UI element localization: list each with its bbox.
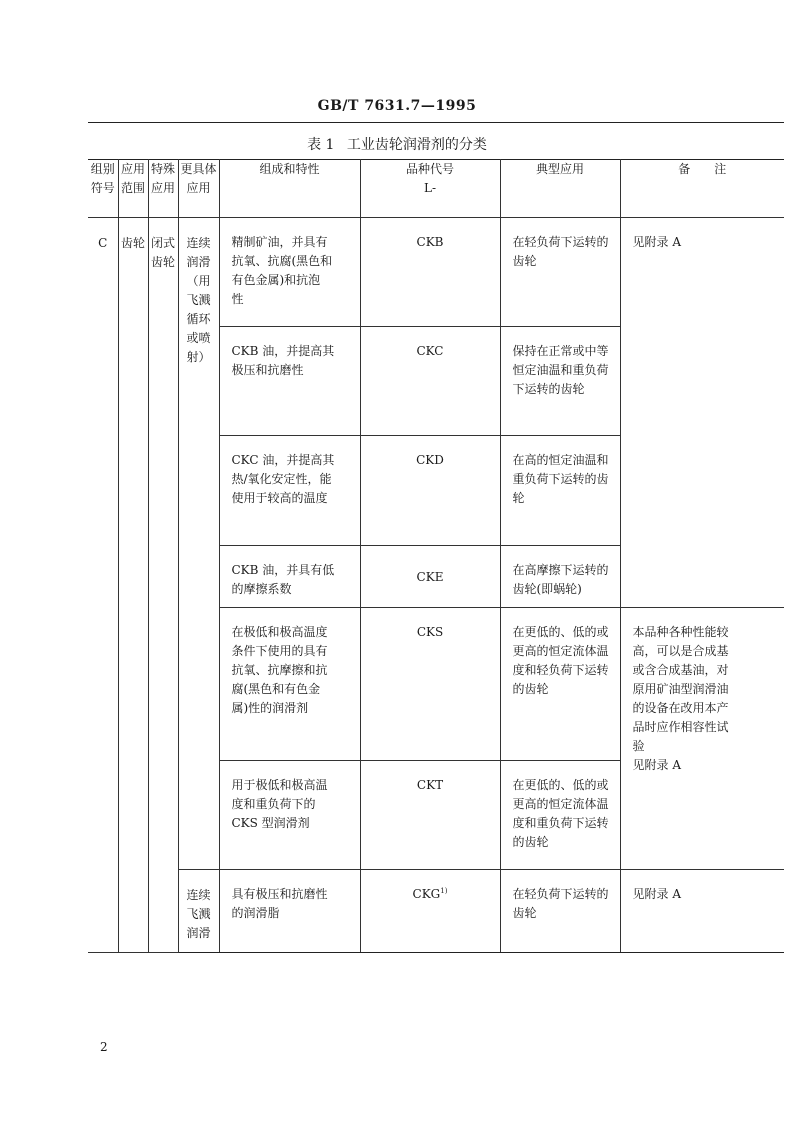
code-cell: CKS — [360, 608, 500, 761]
code-cell: CKE — [360, 546, 500, 608]
composition-cell: 用于极低和极高温 度和重负荷下的 CKS 型润滑剂 — [219, 761, 360, 870]
typical-cell: 保持在正常或中等 恒定油温和重负荷 下运转的齿轮 — [500, 327, 620, 436]
typical-cell: 在高的恒定油温和 重负荷下运转的齿 轮 — [500, 436, 620, 546]
table-row — [88, 218, 784, 327]
specific-oil-cell: 连续 润滑 （用 飞溅 循环 或喷 射） — [178, 218, 219, 870]
composition-cell: 在极低和极高温度 条件下使用的具有 抗氧、抗摩擦和抗 腐(黑色和有色金 属)性的润滑剂 — [219, 608, 360, 761]
col-specific: 更具体 应用 — [178, 160, 219, 218]
code-cell: CKG$^{1)}$ — [360, 870, 500, 953]
code-cell: CKD — [360, 436, 500, 546]
remarks-cell: 见附录 A — [620, 870, 784, 953]
composition-cell: CKC 油，并提高其 热/氧化安定性，能 使用于较高的温度 — [219, 436, 360, 546]
specific-grease-cell: 连续 飞溅 润滑 — [178, 870, 219, 953]
page-number: 2 — [100, 1040, 108, 1054]
typical-cell: 在更低的、低的或 更高的恒定流体温 度和重负荷下运转 的齿轮 — [500, 761, 620, 870]
col-scope: 应用 范围 — [118, 160, 148, 218]
composition-cell: CKB 油，并具有低 的摩擦系数 — [219, 546, 360, 608]
code-cell: CKB — [360, 218, 500, 327]
typical-cell: 在轻负荷下运转的 齿轮 — [500, 870, 620, 953]
typical-cell: 在高摩擦下运转的 齿轮(即蜗轮) — [500, 546, 620, 608]
scope-cell: 齿轮 — [118, 218, 148, 953]
header-rule — [88, 122, 784, 123]
composition-cell: 具有极压和抗磨性 的润滑脂 — [219, 870, 360, 953]
col-code: 品种代号 L- — [360, 160, 500, 218]
footnote-marker: 1) — [440, 887, 448, 895]
typical-cell: 在更低的、低的或 更高的恒定流体温 度和轻负荷下运转 的齿轮 — [500, 608, 620, 761]
table-title — [0, 134, 794, 154]
remarks-cell: 见附录 A — [620, 218, 784, 608]
table-name: 工业齿轮润滑剂的分类 — [346, 137, 487, 153]
special-cell: 闭式 齿轮 — [148, 218, 178, 953]
col-group-symbol: 组别 符号 — [88, 160, 118, 218]
page-header: GB/T 7631.7—1995 — [317, 98, 477, 114]
table-row — [88, 870, 784, 953]
col-composition: 组成和特性 — [219, 160, 360, 218]
col-typical: 典型应用 — [500, 160, 620, 218]
group-symbol-cell: C — [88, 218, 118, 953]
code-cell: CKT — [360, 761, 500, 870]
col-remarks: 备 注 — [620, 160, 784, 218]
table-number: 表 1 — [307, 137, 335, 153]
code-cell: CKC — [360, 327, 500, 436]
typical-cell: 在轻负荷下运转的 齿轮 — [500, 218, 620, 327]
composition-cell: 精制矿油，并具有 抗氧、抗腐(黑色和 有色金属)和抗泡 性 — [219, 218, 360, 327]
composition-cell: CKB 油，并提高其 极压和抗磨性 — [219, 327, 360, 436]
col-special: 特殊 应用 — [148, 160, 178, 218]
remarks-cell: 本品种各种性能较 高，可以是合成基 或含合成基油，对 原用矿油型润滑油 的设备在改用本产 品时应作相容性试 验 见附录 A — [620, 608, 784, 870]
classification-table — [88, 159, 784, 953]
header-row — [88, 160, 784, 218]
